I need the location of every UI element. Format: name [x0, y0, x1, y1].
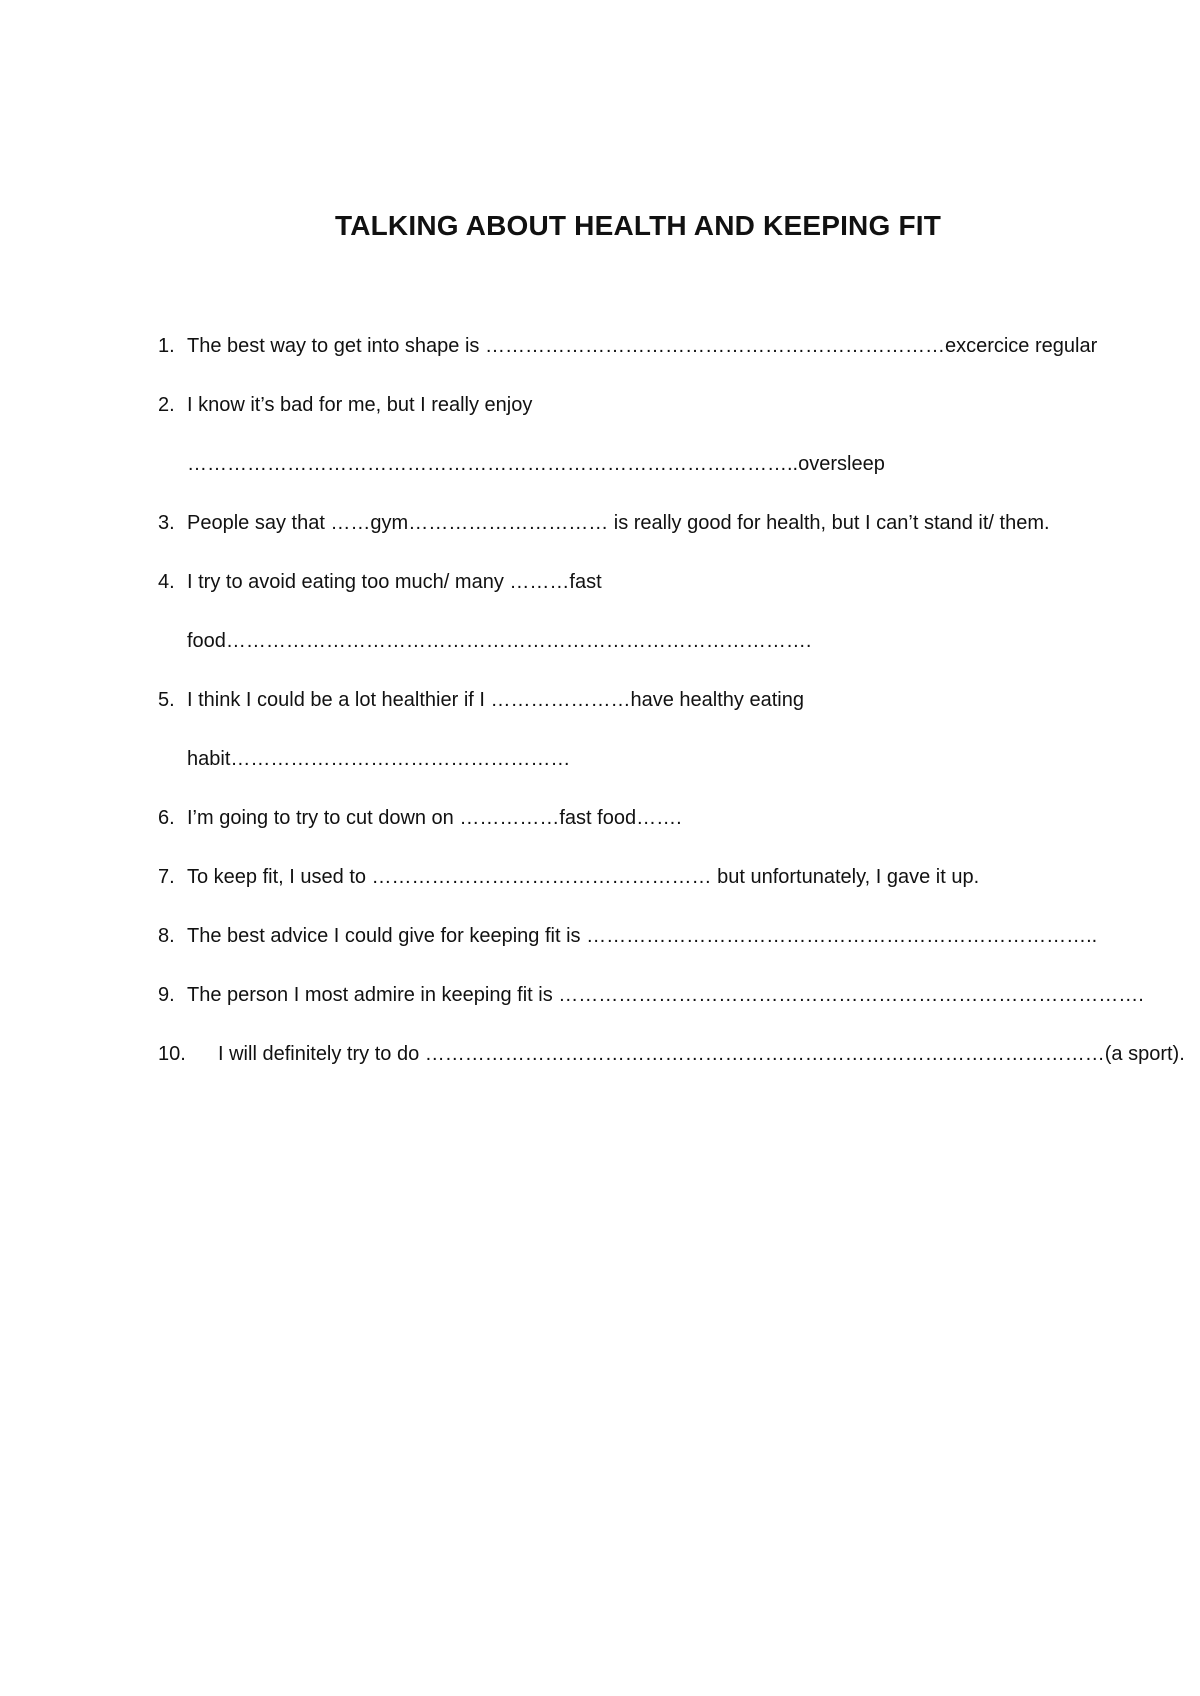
question-number: 4.	[158, 571, 175, 593]
question-text: I will definitely try to do …………………………………………………………………………………………(a sport).	[218, 1043, 1185, 1065]
page-title: TALKING ABOUT HEALTH AND KEEPING FIT	[334, 210, 942, 241]
question-text: I’m going to try to cut down on ……………fast food…….	[187, 807, 682, 829]
question-number: 7.	[158, 866, 175, 888]
question-text-continuation: ………………………………………………………………………………..oversleep	[187, 453, 885, 475]
question-number: 5.	[158, 689, 175, 711]
question-text: People say that ……gym………………………… is really good for health, but I can’t stand it/ them.	[187, 512, 1050, 534]
question-number: 10.	[158, 1043, 186, 1065]
question-text: The best way to get into shape is ……………………………………………………………excercice regular	[187, 335, 1098, 357]
question-text: I think I could be a lot healthier if I …………………have healthy eating	[187, 689, 804, 711]
question-text: The person I most admire in keeping fit is …………………………………………………………………………….	[187, 984, 1144, 1006]
question-text-continuation: food…………………………………………………………………………….	[187, 630, 812, 652]
question-number: 3.	[158, 512, 175, 534]
question-text-continuation: habit……………………………………………	[187, 748, 571, 770]
question-number: 1.	[158, 335, 175, 357]
question-number: 6.	[158, 807, 175, 829]
question-text: I know it’s bad for me, but I really enjoy	[187, 394, 533, 416]
question-text: To keep fit, I used to …………………………………………… but unfortunately, I gave it up.	[187, 866, 980, 888]
question-number: 2.	[158, 394, 175, 416]
question-number: 8.	[158, 925, 175, 947]
question-number: 9.	[158, 984, 175, 1006]
question-text: The best advice I could give for keeping fit is …………………………………………………………………..	[187, 925, 1098, 947]
question-text: I try to avoid eating too much/ many ………fast	[187, 571, 602, 593]
